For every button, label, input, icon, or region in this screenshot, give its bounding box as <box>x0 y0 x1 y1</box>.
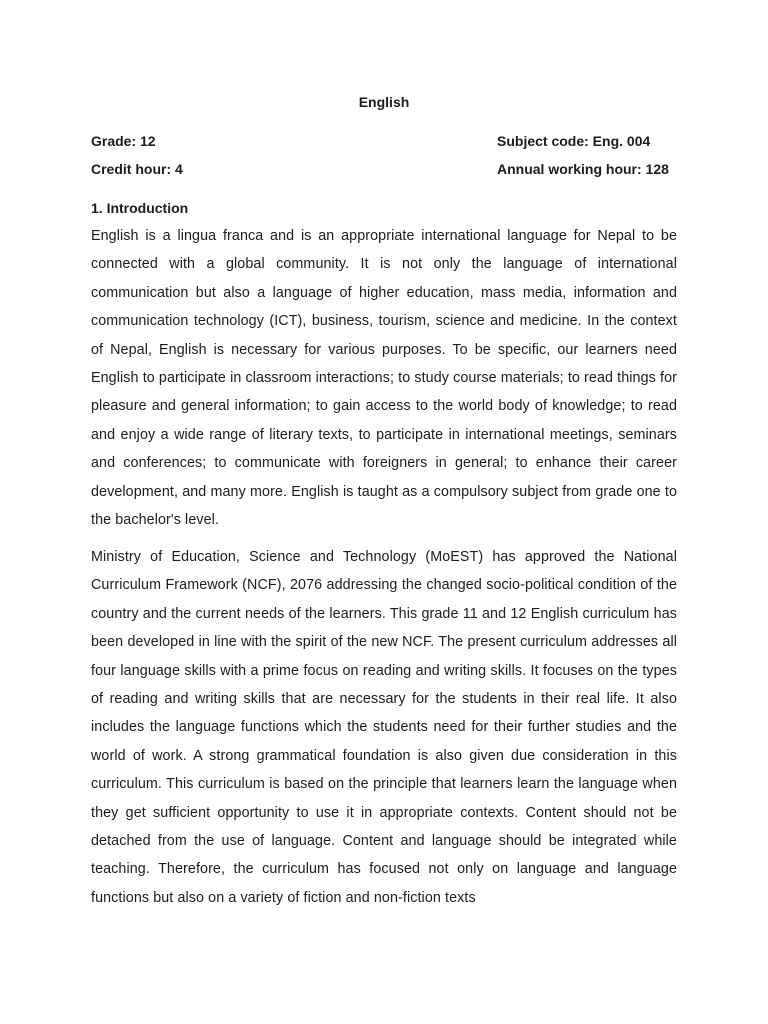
intro-paragraph-2: Ministry of Education, Science and Technology (MoEST) has approved the National Curriculum Framework (NCF), 2076 addressing the changed socio-political condition of the country and the current needs of the learners. This grade 11 and 12 English curriculum has been developed in line with the spirit of the new NCF. The present curriculum addresses all four language skills with a prime focus on reading and writing skills. It focuses on the types of reading and writing skills that are necessary for the students in their real life. It also includes the language functions which the students need for their further studies and the world of work. A strong grammatical foundation is also given due consideration in this curriculum. This curriculum is based on the principle that learners learn the language when they get sufficient opportunity to use it in appropriate contexts. Content should not be detached from the use of language. Content and language should be integrated while teaching. Therefore, the curriculum has focused not only on language and language functions but also on a variety of fiction and non-fiction texts <box>91 549 677 906</box>
section-heading: 1. Introduction <box>91 200 189 216</box>
subject-code-label: Subject code: Eng. 004 <box>497 133 651 149</box>
intro-paragraph-1: English is a lingua franca and is an appropriate international language for Nepal to be connected with a global community. It is not only the language of international communication but also a language of higher education, mass media, information and communication technology (ICT), business, tourism, science and medicine. In the context of Nepal, English is necessary for various purposes. To be specific, our learners need English to participate in classroom interactions; to study course materials; to read things for pleasure and general information; to gain access to the world body of knowledge; to read and enjoy a wide range of literary texts, to participate in international meetings, seminars and conferences; to communicate with foreigners in general; to enhance their career development, and many more. English is taught as a compulsory subject from grade one to the bachelor's level. <box>91 228 677 529</box>
document-title: English <box>358 94 410 110</box>
credit-hour-label: Credit hour: 4 <box>91 161 183 177</box>
annual-working-hour-label: Annual working hour: 128 <box>497 161 669 177</box>
grade-label: Grade: 12 <box>91 133 156 149</box>
